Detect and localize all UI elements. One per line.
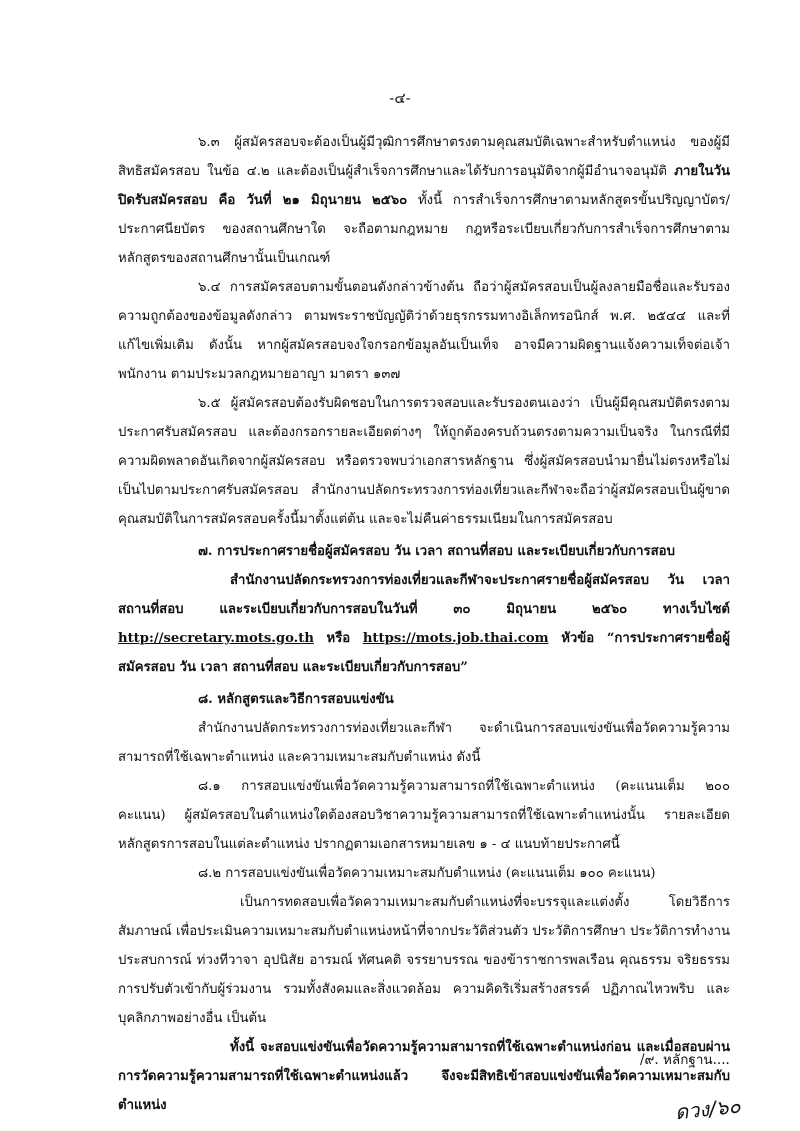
section-7-text: สำนักงานปลัดกระทรวงการท่องเที่ยวและกีฬาจะประกาศรายชื่อผู้สมัครสอบ วัน เวลา สถานที่สอบ และระเบียบเกี่ยวกับการสอบในวันที่ ๓๐ มิถุนายน ๒๕๖๐ ทางเว็บไซต์: [118, 573, 730, 617]
job-website-link[interactable]: https://mots.job.thai.com: [362, 631, 549, 646]
section-7-heading: ๗. การประกาศรายชื่อผู้สมัครสอบ วัน เวลา สถานที่สอบ และระเบียบเกี่ยวกับการสอบ: [198, 544, 675, 559]
secretary-website-link[interactable]: http://secretary.mots.go.th: [118, 631, 314, 646]
paragraph-8-2: ๘.๒ การสอบแข่งขันเพื่อวัดความเหมาะสมกับตำแหน่ง (คะแนนเต็ม ๑๐๐ คะแนน): [198, 866, 656, 881]
handwritten-initials: ดวง/๖๐: [673, 1093, 742, 1125]
paragraph-6-4: ๖.๔ การสมัครสอบตามขั้นตอนดังกล่าวข้างต้น ถือว่าผู้สมัครสอบเป็นผู้ลงลายมือชื่อและรับรองความถูกต้องของข้อมูลดังกล่าว ตามพระราชบัญญัติว่าด้วยธุรกรรมทางอิเล็กทรอนิกส์ พ.ศ. ๒๕๔๔ และที่แก้ไขเพิ่มเติม ดังนั้น หากผู้สมัครสอบจงใจกรอกข้อมูลอันเป็นเท็จ อาจมีความผิดฐานแจ้งความเท็จต่อเจ้าพนักงาน ตามประมวลกฎหมายอาญา มาตรา ๑๓๗: [118, 280, 730, 382]
or-text: หรือ: [313, 631, 363, 646]
section-8-intro: สำนักงานปลัดกระทรวงการท่องเที่ยวและกีฬา จะดำเนินการสอบแข่งขันเพื่อวัดความรู้ความสามารถที่ใช้เฉพาะตำแหน่ง และความเหมาะสมกับตำแหน่ง ดังนี้: [118, 721, 730, 765]
para-6-3-lead: ๖.๓ ผู้สมัครสอบจะต้องเป็นผู้มีวุฒิการศึกษาตรงตามคุณสมบัติเฉพาะสำหรับตำแหน่ง ของผู้มีสิทธิสมัครสอบ ในข้อ ๔.๒ และต้องเป็นผู้สำเร็จการศึกษาและได้รับการอนุมัติจากผู้มีอำนาจอนุมัติ: [118, 135, 730, 179]
para-6-3-deadline: ภายในวันปิดรับสมัครสอบ คือ วันที่ ๒๑ มิถุนายน ๒๕๖๐: [118, 164, 730, 208]
section-7-body: [118, 566, 730, 682]
paragraph-6-5: ๖.๕ ผู้สมัครสอบต้องรับผิดชอบในการตรวจสอบและรับรองตนเองว่า เป็นผู้มีคุณสมบัติตรงตามประกาศรับสมัครสอบ และต้องกรอกรายละเอียดต่างๆ ให้ถูกต้องครบถ้วนตรงตามความเป็นจริง ในกรณีที่มีความผิดพลาดอันเกิดจากผู้สมัครสอบ หรือตรวจพบว่าเอกสารหลักฐาน ซึ่งผู้สมัครสอบนำมายื่นไม่ตรงหรือไม่เป็นไปตามประกาศรับสมัครสอบ สำนักงานปลัดกระทรวงการท่องเที่ยวและกีฬาจะถือว่าผู้สมัครสอบเป็นผู้ขาดคุณสมบัติในการสมัครสอบครั้งนี้มาตั้งแต่ต้น และจะไม่คืนค่าธรรมเนียมในการสมัครสอบ: [118, 396, 730, 527]
page-number: -๔-: [389, 89, 411, 107]
continuation-footer: /๙. หลักฐาน....: [640, 1052, 730, 1068]
para-6-3-tail: ทั้งนี้ การสำเร็จการศึกษาตามหลักสูตรขั้นปริญญาบัตร/ประกาศนียบัตร ของสถานศึกษาใด จะถือตามกฎหมาย กฎหรือระเบียบเกี่ยวกับการสำเร็จการศึกษาตามหลักสูตรของสถานศึกษานั้นเป็นเกณฑ์: [118, 193, 730, 266]
paragraph-6-3: [118, 128, 730, 273]
section-8-note: ทั้งนี้ จะสอบแข่งขันเพื่อวัดความรู้ความสามารถที่ใช้เฉพาะตำแหน่งก่อน และเมื่อสอบผ่านการวัดความรู้ความสามารถที่ใช้เฉพาะตำแหน่งแล้ว จึงจะมีสิทธิเข้าสอบแข่งขันเพื่อวัดความเหมาะสมกับตำแหน่ง: [118, 1040, 730, 1113]
section-8-heading: ๘. หลักสูตรและวิธีการสอบแข่งขัน: [198, 692, 394, 707]
section-7-topic: หัวข้อ “การประกาศรายชื่อผู้สมัครสอบ วัน เวลา สถานที่สอบ และระเบียบเกี่ยวกับการสอบ”: [118, 631, 730, 675]
paragraph-8-1: ๘.๑ การสอบแข่งขันเพื่อวัดความรู้ความสามารถที่ใช้เฉพาะตำแหน่ง (คะแนนเต็ม ๒๐๐ คะแนน) ผู้สมัครสอบในตำแหน่งใดต้องสอบวิชาความรู้ความสามารถที่ใช้เฉพาะตำแหน่งนั้น รายละเอียดหลักสูตรการสอบในแต่ละตำแหน่ง ปรากฏตามเอกสารหมายเลข ๑ - ๔ แนบท้ายประกาศนี้: [118, 779, 730, 852]
document-body: [118, 128, 730, 1120]
paragraph-8-2-body: เป็นการทดสอบเพื่อวัดความเหมาะสมกับตำแหน่งที่จะบรรจุและแต่งตั้ง โดยวิธีการสัมภาษณ์ เพื่อประเมินความเหมาะสมกับตำแหน่งหน้าที่จากประวัติส่วนตัว ประวัติการศึกษา ประวัติการทำงาน ประสบการณ์ ท่วงทีวาจา อุปนิสัย อารมณ์ ทัศนคติ จรรยาบรรณ ของข้าราชการพลเรือน คุณธรรม จริยธรรม การปรับตัวเข้ากับผู้ร่วมงาน รวมทั้งสังคมและสิ่งแวดล้อม ความคิดริเริ่มสร้างสรรค์ ปฏิภาณไหวพริบ และบุคลิกภาพอย่างอื่น เป็นต้น: [118, 895, 730, 1026]
